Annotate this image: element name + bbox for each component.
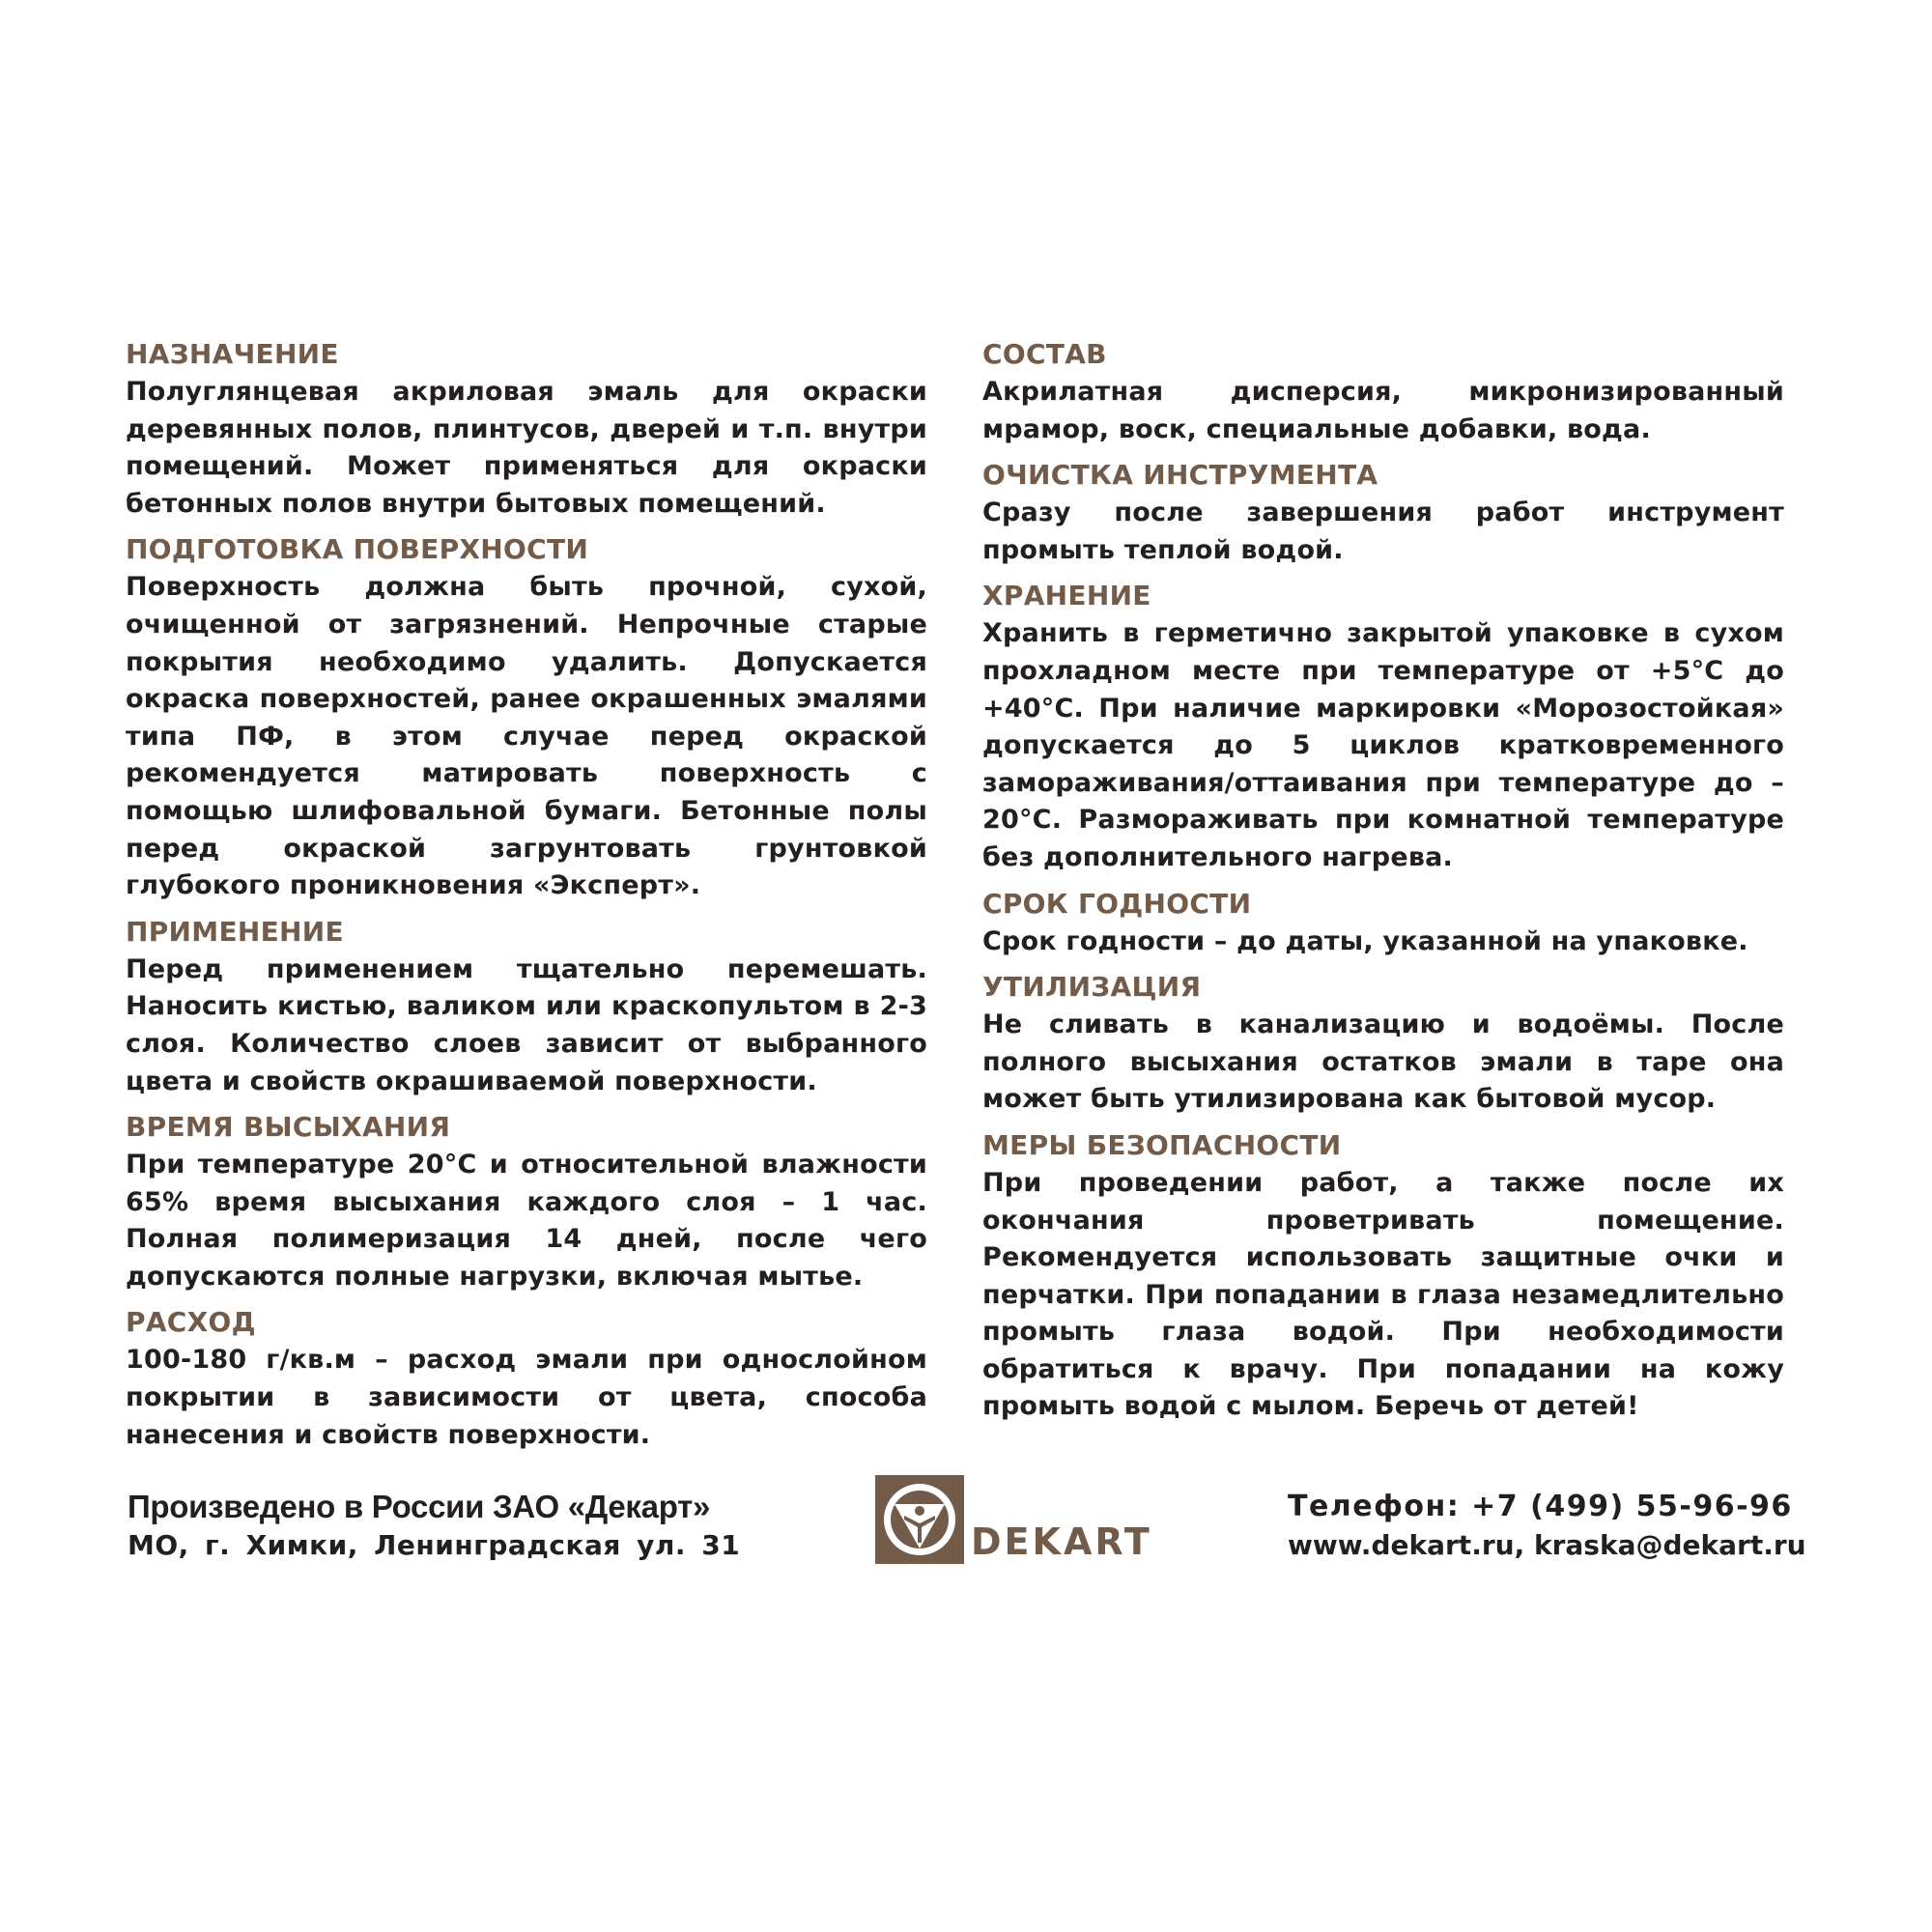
section-shelf-life [982,885,1784,961]
section-text: Акрилатная дисперсия, микронизированный мрамор, воск, специальные добавки, вода. [982,377,1784,444]
section-purpose [126,335,927,523]
section-heading: УТИЛИЗАЦИЯ [982,971,1202,1004]
section-text: Перед применением тщательно перемешать. Наносить кистью, валиком или краскопультом в 2-3 слоя. Количество слоев зависит от выбранного цвета и свойств окрашиваемой поверхности. [126,953,927,1096]
section-heading: ПОДГОТОВКА ПОВЕРХНОСТИ [126,533,589,566]
section-heading: МЕРЫ БЕЗОПАСНОСТИ [982,1128,1342,1161]
section-text: Срок годности – до даты, указанной на упаковке. [982,925,1748,956]
dekart-logo [875,1475,1159,1564]
dekart-emblem-icon [875,1475,964,1564]
section-application [126,913,927,1100]
phone-number: Телефон: +7 (499) 55-96-96 [1288,1490,1793,1523]
section-surface-prep [126,530,927,904]
contact-info [1288,1488,1806,1565]
section-text: Полуглянцевая акриловая эмаль для окраски деревянных полов, плинтусов, дверей и т.п. внутри помещений. Может применяться для окраски бетонных полов внутри бытовых помещений. [126,377,927,519]
left-column [126,335,927,1462]
section-heading: НАЗНАЧЕНИЕ [126,338,339,370]
right-column [982,335,1784,1434]
section-heading: РАСХОД [126,1306,256,1339]
section-drying-time [126,1108,927,1295]
section-storage [982,577,1784,876]
section-tool-cleaning [982,456,1784,569]
section-heading: ВРЕМЯ ВЫСЫХАНИЯ [126,1111,451,1144]
manufacturer-address: МО, г. Химки, Ленинградская ул. 31 [128,1529,741,1561]
manufacturer-info [128,1488,740,1565]
section-text: 100-180 г/кв.м – расход эмали при однослойном покрытии в зависимости от цвета, способа нанесения и свойств поверхности. [126,1345,927,1450]
section-text: Не сливать в канализацию и водоёмы. После полного высыхания остатков эмали в таре она может быть утилизирована как бытовой мусор. [982,1009,1784,1115]
section-heading: ОЧИСТКА ИНСТРУМЕНТА [982,459,1378,492]
brand-name: DEKART [971,1520,1152,1563]
section-text: Сразу после завершения работ инструмент промыть теплой водой. [982,497,1784,565]
manufacturer-name: Произведено в России ЗАО «Декарт» [128,1489,711,1524]
section-text: Хранить в герметично закрытой упаковке в сухом прохладном месте при температуре от +5°С до +40°С. При наличие маркировки «Морозостойкая» допускается до 5 циклов кратковременного замораживания/оттаивания при температуре до – 20°С. Размораживать при комнатной температуре без дополнительного нагрева. [982,618,1784,872]
section-composition [982,335,1784,448]
section-consumption [126,1303,927,1454]
section-heading: СРОК ГОДНОСТИ [982,887,1252,920]
section-text: Поверхность должна быть прочной, сухой, очищенной от загрязнений. Непрочные старые покрытия необходимо удалить. Допускается окраска поверхностей, ранее окрашенных эмалями типа ПФ, в этом случае перед окраской рекомендуется матировать поверхность с помощью шлифовальной бумаги. Бетонные полы перед окраской загрунтовать грунтовкой глубокого проникновения «Эксперт». [126,572,927,901]
section-heading: СОСТАВ [982,338,1107,370]
section-text: При проведении работ, а также после их окончания проветривать помещение. Рекомендуется использовать защитные очки и перчатки. При попадании в глаза незамедлительно промыть глаза водой. При необходимости обратиться к врачу. При попадании на кожу промыть водой с мылом. Беречь от детей! [982,1167,1784,1422]
website-email: www.dekart.ru, kraska@dekart.ru [1288,1529,1806,1561]
section-disposal [982,968,1784,1119]
section-safety [982,1126,1784,1426]
section-heading: ХРАНЕНИЕ [982,580,1151,612]
section-text: При температуре 20°С и относительной влажности 65% время высыхания каждого слоя – 1 час. Полная полимеризация 14 дней, после чего допускаются полные нагрузки, включая мытье. [126,1150,927,1292]
section-heading: ПРИМЕНЕНИЕ [126,915,344,948]
